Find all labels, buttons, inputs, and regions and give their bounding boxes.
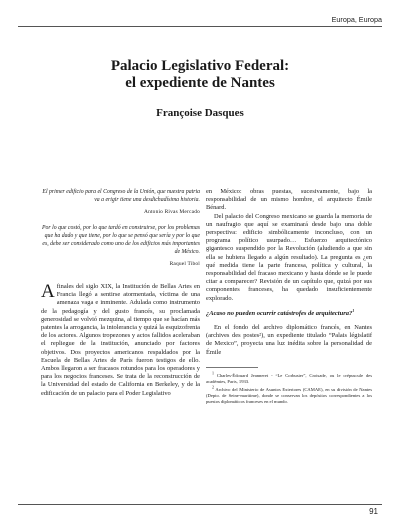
body-paragraph-1 <box>41 283 200 398</box>
footnote-ref-1[interactable]: 1 <box>352 307 355 313</box>
body-paragraph-2: Del palacio del Congreso mexicano se guarda la memoria de un naufragio que aquí se examinará desde bajo una doble perspectiva: edificio simbólicamente inconcluso, con un programa político usurpado… Esfuerzo arquitectónico gigantesco suspendido por la Revolución (aludiendo a que sin ella se hubiera llegado a algún resultado). La pregunta es ¿en qué medida tiene la parte francesa, política y cultural, la responsabilidad del fracaso mexicano y hasta dónde se le puede citar a comparecer? Revisión de un capítulo que, quizá por sus componentes franceses, ha quedado insuficientemente explorado. <box>206 212 372 302</box>
footnote-2 <box>206 384 372 406</box>
section-subheading <box>206 307 372 318</box>
paragraph-1-text: finales del siglo XIX, la Institución de Bellas Artes en Francia llegó a sentirse atormentada, víctima de una amenaza vaga e inminente. Adulada como instrumento de la pedagogía y del gusto francés, su proclamada generosidad se volvió mezquina, al tiempo que se hacían más patentes la arrogancia, la intolerancia y quizá la esquizofrenia de los actores. Algunos tropezones y actos fallidos aceleraban el repliegue de la institución, anunciado por factores objetivos. Dos proyectos americanos respaldados por la Escuela de Bellas Artes de París fueron testigos de ello. Ambos llegaron a ser fracasos rotundos para los operadores y para los negocios franceses. Se trata de la reconstrucción de la Universidad del estado de California en Berkeley, y de la edificación de un palacio para el Poder Legislativo <box>41 283 200 397</box>
epigraph-1-text: El primer edificio para el Congreso de la Unión, que nuestra patria va a erigir tiene una desdichadísima historia. <box>42 189 200 203</box>
drop-cap: A <box>41 281 55 302</box>
title-line-1: Palacio Legislativo Federal: <box>110 58 290 74</box>
epigraph-1-attribution: Antonio Rivas Mercado <box>143 209 200 215</box>
footnote-1-number: 1 <box>212 370 214 376</box>
footnote-2-number: 2 <box>212 384 214 390</box>
footnote-2-text: Archivo del Ministerio de Asuntos Exteriores (CAMAE), en su división de Nantes (Depto. de Seine-maritime), donde se conservan los depósitos correspondientes a los puestos diplomáticos franceses en el mundo. <box>206 386 372 405</box>
title-line-2: el expediente de Nantes <box>125 75 275 91</box>
body-paragraph-1-continued: en México: obras puestas, sucesivamente, bajo la responsabilidad de un mismo hombre, el arquitecto Émile Bénard. <box>206 188 372 212</box>
footnote-1 <box>206 370 372 386</box>
epigraph-2-text: Por lo que costó, por lo que tardó en construirse, por los problemas que ha dado y que tiene, por lo que se pensó que sería y por lo que es, debe ser considerado como uno de los edificios más importantes de México. <box>41 225 200 255</box>
footer-rule <box>18 504 382 505</box>
page-number: 91 <box>369 507 378 516</box>
header-rule <box>18 26 382 27</box>
article-author: Françoise Dasques <box>156 107 244 119</box>
subheading-text: ¿Acaso no pueden ocurrir catástrofes de arquitectura? <box>206 309 353 317</box>
article-title <box>0 58 400 92</box>
right-column <box>206 188 372 407</box>
footnote-rule <box>206 367 258 368</box>
body-paragraph-3: En el fondo del archivo diplomático francés, en Nantes (archives des postes²), un expediente titulado “Palais législatif de Mexico”, proyecta una luz inédita sobre la personalidad de Émile <box>206 324 372 356</box>
left-column <box>41 188 200 398</box>
epigraph-2-attribution: Raquel Tibol <box>169 261 200 267</box>
footnote-1-text: Charles-Édouard Jeanneret - “Le Corbusier”, Croisade, ou le crépuscule des académies, Paris, 1933. <box>206 372 372 385</box>
section-tag: Europa, Europa <box>331 15 382 24</box>
